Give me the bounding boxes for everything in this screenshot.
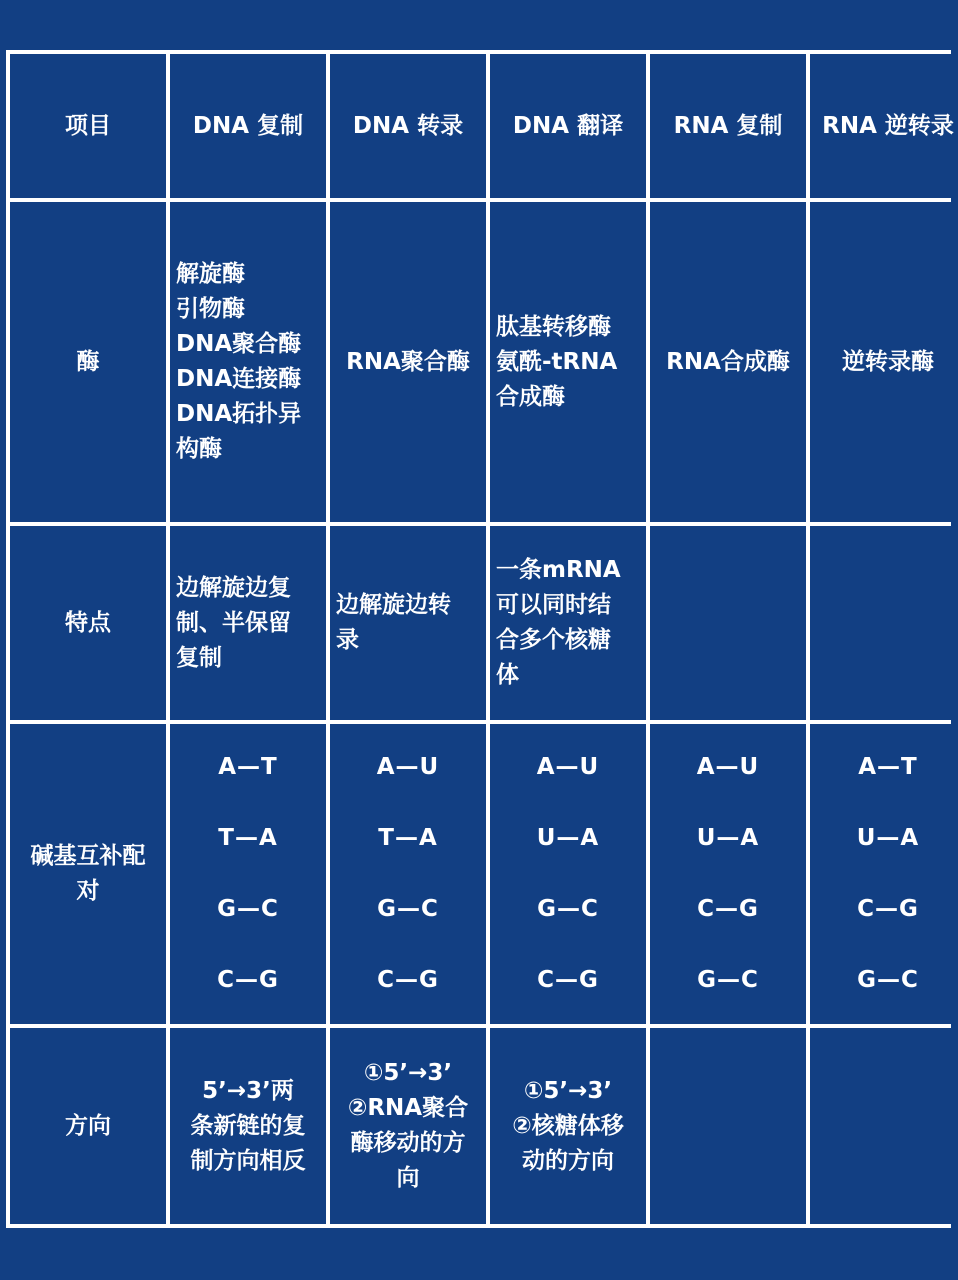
feature-line: 制、半保留: [176, 609, 291, 636]
direction-line: ②核糖体移: [512, 1112, 624, 1139]
direction-dna-transcription-cell: [330, 1028, 486, 1224]
base-pair: A—U: [536, 754, 600, 780]
base-pair: C—G: [537, 967, 599, 993]
enzyme-label: 酶: [10, 202, 166, 522]
base-pairing-rna-replication-cell: [650, 724, 806, 1024]
feature-line: 边解旋边复: [176, 574, 291, 601]
enzyme-line: 逆转录酶: [842, 348, 934, 375]
direction-line: 向: [396, 1165, 420, 1191]
direction-dna-replication-cell: [170, 1028, 326, 1224]
header-dna-translation: DNA 翻译: [490, 54, 646, 198]
comparison-table: [6, 50, 958, 1228]
feature-line: 边解旋边转: [336, 592, 451, 618]
direction-label: 方向: [10, 1028, 166, 1224]
header-dna-transcription: DNA 转录: [330, 54, 486, 198]
feature-dna-replication-cell: [170, 526, 326, 720]
header-rna-reverse-transcription: RNA 逆转录: [810, 54, 958, 198]
base-pair: G—C: [857, 967, 919, 993]
direction-line: 5’→3’两: [202, 1077, 294, 1104]
base-pairing-dna-transcription-cell: [330, 724, 486, 1024]
direction-line: ①5’→3’: [523, 1077, 613, 1104]
feature-label: 特点: [10, 526, 166, 720]
base-pairing-dna-translation-cell: [490, 724, 646, 1024]
enzyme-row: [10, 202, 958, 522]
base-pair: G—C: [537, 896, 599, 922]
enzyme-dna-transcription-cell: [330, 202, 486, 522]
base-pair: C—G: [857, 896, 919, 922]
direction-dna-translation-cell: [490, 1028, 646, 1224]
direction-line: 制方向相反: [190, 1147, 306, 1174]
comparison-table-container: [6, 50, 954, 1228]
base-pair: C—G: [697, 896, 759, 922]
base-pairing-label-line: 碱基互补配: [30, 843, 146, 869]
base-pairing-label: [10, 724, 166, 1024]
base-pair: G—C: [377, 896, 439, 922]
direction-rna-replication-cell: [650, 1028, 806, 1224]
base-pair: U—A: [856, 825, 920, 851]
enzyme-line: 合成酶: [496, 383, 565, 410]
feature-row: [10, 526, 958, 720]
direction-line: 动的方向: [522, 1147, 614, 1174]
feature-line: 复制: [176, 644, 222, 671]
feature-line: 可以同时结: [496, 592, 611, 618]
base-pair: G—C: [697, 967, 759, 993]
base-pair: A—U: [696, 754, 760, 780]
base-pair: C—G: [377, 967, 439, 993]
header-dna-replication: DNA 复制: [170, 54, 326, 198]
base-pairing-rna-reverse-transcription-cell: [810, 724, 958, 1024]
direction-line: ①5’→3’: [363, 1060, 453, 1086]
enzyme-line: 构酶: [176, 436, 222, 462]
base-pair: A—T: [218, 754, 278, 780]
direction-rna-reverse-transcription-cell: [810, 1028, 958, 1224]
enzyme-line: 氨酰-tRNA: [496, 348, 618, 375]
enzyme-rna-reverse-transcription-cell: [810, 202, 958, 522]
enzyme-line: 解旋酶: [176, 261, 245, 287]
base-pair: A—T: [858, 754, 918, 780]
direction-row: [10, 1028, 958, 1224]
feature-rna-replication-cell: [650, 526, 806, 720]
enzyme-line: DNA聚合酶: [176, 331, 302, 357]
base-pair: T—A: [378, 825, 438, 851]
base-pair: U—A: [696, 825, 760, 851]
enzyme-line: DNA拓扑异: [176, 401, 302, 427]
direction-line: 条新链的复: [190, 1112, 306, 1139]
header-rna-replication: RNA 复制: [650, 54, 806, 198]
direction-line: ②RNA聚合: [347, 1095, 469, 1121]
enzyme-line: RNA合成酶: [666, 348, 790, 375]
base-pairing-label-line: 对: [76, 878, 100, 904]
feature-line: 录: [336, 627, 359, 653]
feature-line: 体: [496, 662, 519, 688]
enzyme-line: DNA连接酶: [176, 366, 302, 392]
feature-line: 一条mRNA: [496, 557, 621, 583]
base-pair: U—A: [536, 825, 600, 851]
header-row: [10, 54, 958, 198]
base-pairing-dna-replication-cell: [170, 724, 326, 1024]
base-pair: A—U: [376, 754, 440, 780]
feature-rna-reverse-transcription-cell: [810, 526, 958, 720]
base-pair: C—G: [217, 967, 279, 993]
feature-dna-transcription-cell: [330, 526, 486, 720]
base-pair: G—C: [217, 896, 279, 922]
header-item: 项目: [10, 54, 166, 198]
feature-dna-translation-cell: [490, 526, 646, 720]
base-pair: T—A: [218, 825, 278, 851]
direction-line: 酶移动的方: [350, 1130, 466, 1156]
feature-line: 合多个核糖: [496, 627, 611, 653]
enzyme-line: RNA聚合酶: [346, 348, 470, 375]
enzyme-line: 肽基转移酶: [496, 313, 611, 340]
enzyme-rna-replication-cell: [650, 202, 806, 522]
base-pairing-row: [10, 724, 958, 1024]
enzyme-dna-replication-cell: [170, 202, 326, 522]
enzyme-dna-translation-cell: [490, 202, 646, 522]
enzyme-line: 引物酶: [176, 296, 245, 322]
